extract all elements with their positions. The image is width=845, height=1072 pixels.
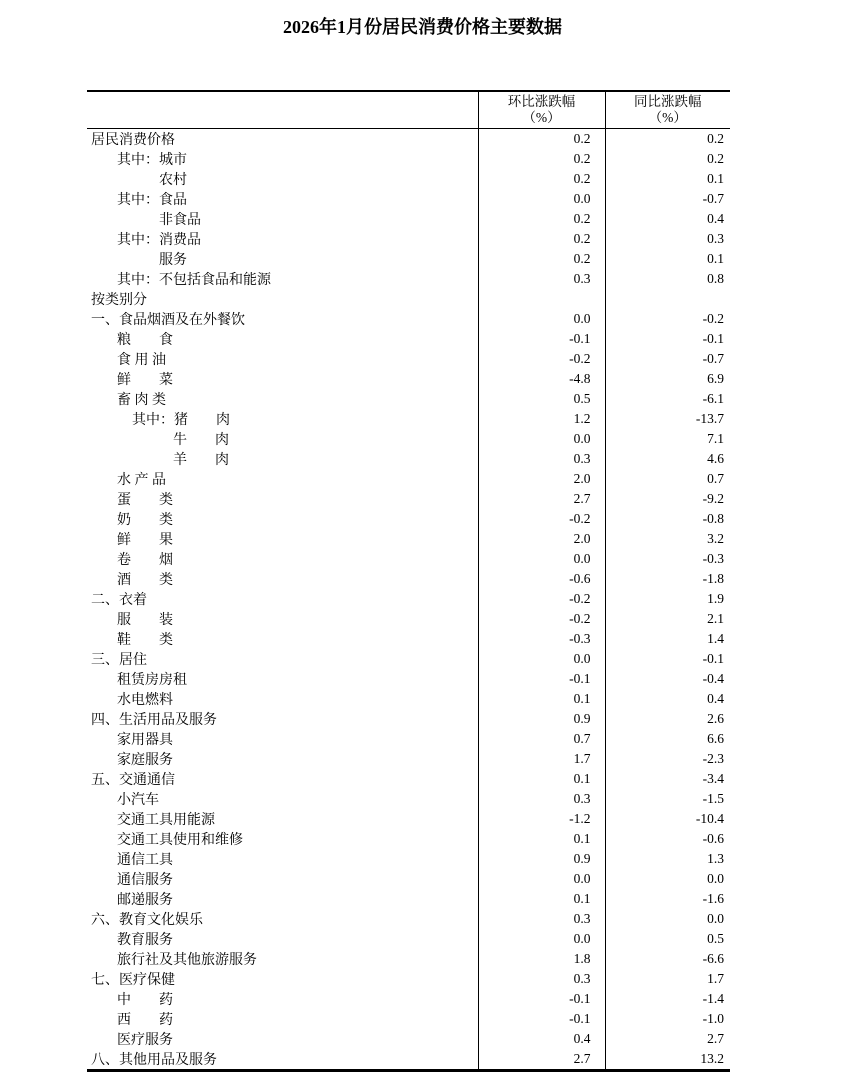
row-yoy-value: 0.1 — [605, 169, 730, 189]
row-yoy-value: 1.9 — [605, 589, 730, 609]
row-mom-value: -1.2 — [478, 809, 605, 829]
row-mom-value: 0.2 — [478, 169, 605, 189]
row-mom-value: -0.3 — [478, 629, 605, 649]
table-row — [87, 169, 730, 189]
row-label: 通信服务 — [117, 872, 173, 888]
row-yoy-value: 3.2 — [605, 529, 730, 549]
row-mom-value: 0.0 — [478, 549, 605, 569]
row-label: 非食品 — [159, 212, 201, 228]
row-yoy-value: 2.7 — [605, 1029, 730, 1049]
row-mom-value: -4.8 — [478, 369, 605, 389]
row-yoy-value: 0.0 — [605, 909, 730, 929]
row-mom-value: 1.2 — [478, 409, 605, 429]
table-row — [87, 889, 730, 909]
row-yoy-value: -0.7 — [605, 349, 730, 369]
row-label: 按类别分 — [91, 292, 147, 308]
row-mom-value: 2.7 — [478, 1049, 605, 1071]
table-row — [87, 629, 730, 649]
row-mom-value: 0.7 — [478, 729, 605, 749]
row-label: 鞋 类 — [117, 632, 173, 648]
row-mom-value: 2.0 — [478, 529, 605, 549]
table-row — [87, 329, 730, 349]
header-item-column — [87, 91, 478, 128]
row-mom-value: 0.1 — [478, 769, 605, 789]
row-mom-value: 0.0 — [478, 429, 605, 449]
row-label: 中 药 — [117, 992, 173, 1008]
row-label: 畜 肉 类 — [117, 392, 166, 408]
row-mom-value: -0.2 — [478, 589, 605, 609]
row-label: 交通工具使用和维修 — [117, 832, 243, 848]
row-mom-value: 0.0 — [478, 649, 605, 669]
row-yoy-value: 0.1 — [605, 249, 730, 269]
table-row — [87, 589, 730, 609]
table-row — [87, 469, 730, 489]
row-mom-value: 0.3 — [478, 969, 605, 989]
row-mom-value: 0.1 — [478, 889, 605, 909]
table-row — [87, 689, 730, 709]
row-yoy-value: 1.7 — [605, 969, 730, 989]
row-yoy-value: -1.5 — [605, 789, 730, 809]
row-yoy-value: -1.4 — [605, 989, 730, 1009]
table-row — [87, 789, 730, 809]
header-yoy-label: 同比涨跌幅 — [634, 94, 702, 110]
row-label: 其中：城市 — [117, 152, 187, 168]
table-row — [87, 289, 730, 309]
row-mom-value: -0.1 — [478, 669, 605, 689]
table-row — [87, 969, 730, 989]
table-row — [87, 529, 730, 549]
row-mom-value: 0.2 — [478, 249, 605, 269]
row-yoy-value — [605, 289, 730, 309]
row-yoy-value: -0.4 — [605, 669, 730, 689]
table-row — [87, 489, 730, 509]
row-label: 服 装 — [117, 612, 173, 628]
row-yoy-value: -9.2 — [605, 489, 730, 509]
table-row — [87, 309, 730, 329]
row-label: 羊 肉 — [173, 452, 229, 468]
row-label: 服务 — [159, 252, 187, 268]
row-label: 七、医疗保健 — [91, 972, 175, 988]
row-label: 其中：不包括食品和能源 — [117, 272, 271, 288]
header-yoy-column — [605, 91, 730, 128]
row-yoy-value: 0.2 — [605, 149, 730, 169]
row-mom-value: -0.1 — [478, 1009, 605, 1029]
row-yoy-value: 1.4 — [605, 629, 730, 649]
row-mom-value: 0.0 — [478, 869, 605, 889]
row-yoy-value: -1.0 — [605, 1009, 730, 1029]
row-yoy-value: 7.1 — [605, 429, 730, 449]
row-mom-value: 2.7 — [478, 489, 605, 509]
row-label: 鲜 菜 — [117, 372, 173, 388]
table-row — [87, 389, 730, 409]
row-yoy-value: 2.1 — [605, 609, 730, 629]
row-mom-value: 0.0 — [478, 189, 605, 209]
row-mom-value: 0.0 — [478, 309, 605, 329]
row-yoy-value: -6.1 — [605, 389, 730, 409]
row-mom-value: 1.8 — [478, 949, 605, 969]
row-yoy-value: -0.3 — [605, 549, 730, 569]
row-yoy-value: 13.2 — [605, 1049, 730, 1071]
table-row — [87, 509, 730, 529]
row-label: 小汽车 — [117, 792, 159, 808]
table-row — [87, 209, 730, 229]
table-row — [87, 829, 730, 849]
row-label: 六、教育文化娱乐 — [91, 912, 203, 928]
row-label: 西 药 — [117, 1012, 173, 1028]
row-label: 教育服务 — [117, 932, 173, 948]
row-mom-value: 0.3 — [478, 449, 605, 469]
row-mom-value: 0.3 — [478, 909, 605, 929]
row-mom-value: 1.7 — [478, 749, 605, 769]
row-yoy-value: 6.9 — [605, 369, 730, 389]
table-row — [87, 669, 730, 689]
page-title: 2026年1月份居民消费价格主要数据 — [283, 17, 562, 37]
row-mom-value: 0.1 — [478, 829, 605, 849]
header-mom-column — [478, 91, 605, 128]
row-mom-value: 0.0 — [478, 929, 605, 949]
row-label: 水 产 品 — [117, 472, 166, 488]
table-row — [87, 349, 730, 369]
row-label: 鲜 果 — [117, 532, 173, 548]
table-row — [87, 189, 730, 209]
cpi-report-page — [0, 15, 845, 1068]
header-row — [87, 91, 730, 128]
table-row — [87, 809, 730, 829]
header-mom-label: 环比涨跌幅 — [507, 94, 576, 110]
row-mom-value: 0.4 — [478, 1029, 605, 1049]
table-row — [87, 1029, 730, 1049]
row-mom-value: 0.5 — [478, 389, 605, 409]
row-yoy-value: 6.6 — [605, 729, 730, 749]
table-row — [87, 249, 730, 269]
row-label: 牛 肉 — [173, 432, 229, 448]
row-mom-value: -0.6 — [478, 569, 605, 589]
row-label: 三、居住 — [91, 652, 147, 668]
row-label: 四、生活用品及服务 — [91, 712, 217, 728]
table-row — [87, 569, 730, 589]
row-label: 通信工具 — [117, 852, 173, 868]
row-yoy-value: -13.7 — [605, 409, 730, 429]
table-row — [87, 1009, 730, 1029]
table-body — [87, 128, 730, 1070]
row-label: 旅行社及其他旅游服务 — [117, 952, 257, 968]
table-row — [87, 849, 730, 869]
row-mom-value: 0.2 — [478, 149, 605, 169]
row-label: 医疗服务 — [117, 1032, 173, 1048]
row-mom-value: 2.0 — [478, 469, 605, 489]
row-yoy-value: -0.7 — [605, 189, 730, 209]
row-mom-value: 0.2 — [478, 209, 605, 229]
row-label: 一、食品烟酒及在外餐饮 — [91, 312, 245, 328]
row-yoy-value: -1.6 — [605, 889, 730, 909]
table-row — [87, 749, 730, 769]
table-header — [87, 91, 730, 128]
table-row — [87, 649, 730, 669]
row-yoy-value: -3.4 — [605, 769, 730, 789]
row-label: 食 用 油 — [117, 352, 166, 368]
row-label: 居民消费价格 — [91, 132, 175, 148]
row-mom-value: 0.3 — [478, 789, 605, 809]
row-label: 酒 类 — [117, 572, 173, 588]
table-row — [87, 149, 730, 169]
row-yoy-value: 1.3 — [605, 849, 730, 869]
row-yoy-value: -0.2 — [605, 309, 730, 329]
row-yoy-value: 0.0 — [605, 869, 730, 889]
row-mom-value — [478, 289, 605, 309]
row-yoy-value: 0.7 — [605, 469, 730, 489]
row-label: 二、衣着 — [91, 592, 147, 608]
table-row — [87, 369, 730, 389]
row-label: 其中：消费品 — [117, 232, 201, 248]
row-yoy-value: 0.8 — [605, 269, 730, 289]
row-mom-value: -0.2 — [478, 509, 605, 529]
row-mom-value: 0.9 — [478, 849, 605, 869]
row-label: 邮递服务 — [117, 892, 173, 908]
row-label: 奶 类 — [117, 512, 173, 528]
table-row — [87, 869, 730, 889]
row-yoy-value: -2.3 — [605, 749, 730, 769]
row-yoy-value: -0.8 — [605, 509, 730, 529]
table-row — [87, 909, 730, 929]
table-row — [87, 709, 730, 729]
row-label: 卷 烟 — [117, 552, 173, 568]
row-yoy-value: 0.3 — [605, 229, 730, 249]
table-row — [87, 429, 730, 449]
header-yoy-unit: （%） — [648, 110, 687, 126]
row-label: 五、交通通信 — [91, 772, 175, 788]
table-row — [87, 1049, 730, 1071]
row-yoy-value: 0.4 — [605, 209, 730, 229]
row-label: 其中：猪 肉 — [132, 412, 230, 428]
row-mom-value: 0.2 — [478, 229, 605, 249]
row-yoy-value: 2.6 — [605, 709, 730, 729]
table-row — [87, 269, 730, 289]
table-row — [87, 929, 730, 949]
row-label: 交通工具用能源 — [117, 812, 215, 828]
table-row — [87, 949, 730, 969]
row-yoy-value: -1.8 — [605, 569, 730, 589]
table-row — [87, 769, 730, 789]
header-mom-unit: （%） — [522, 110, 561, 126]
row-yoy-value: -0.6 — [605, 829, 730, 849]
row-yoy-value: -0.1 — [605, 649, 730, 669]
row-label: 八、其他用品及服务 — [91, 1052, 217, 1068]
row-yoy-value: -0.1 — [605, 329, 730, 349]
row-label: 蛋 类 — [117, 492, 173, 508]
row-yoy-value: 0.2 — [605, 128, 730, 149]
row-mom-value: -0.1 — [478, 989, 605, 1009]
row-label: 粮 食 — [117, 332, 173, 348]
row-label: 租赁房房租 — [117, 672, 187, 688]
row-label: 农村 — [159, 172, 187, 188]
row-yoy-value: -10.4 — [605, 809, 730, 829]
row-mom-value: 0.2 — [478, 128, 605, 149]
row-yoy-value: 0.4 — [605, 689, 730, 709]
row-label: 家用器具 — [117, 732, 173, 748]
table-row — [87, 229, 730, 249]
table-row — [87, 549, 730, 569]
table-row — [87, 449, 730, 469]
row-mom-value: -0.2 — [478, 609, 605, 629]
row-yoy-value: -6.6 — [605, 949, 730, 969]
cpi-data-table — [87, 90, 730, 1072]
row-mom-value: -0.2 — [478, 349, 605, 369]
row-mom-value: 0.1 — [478, 689, 605, 709]
row-mom-value: 0.3 — [478, 269, 605, 289]
table-row — [87, 128, 730, 149]
table-row — [87, 609, 730, 629]
row-yoy-value: 0.5 — [605, 929, 730, 949]
table-row — [87, 729, 730, 749]
row-mom-value: -0.1 — [478, 329, 605, 349]
table-row — [87, 989, 730, 1009]
row-label: 其中：食品 — [117, 192, 187, 208]
row-yoy-value: 4.6 — [605, 449, 730, 469]
row-label: 家庭服务 — [117, 752, 173, 768]
row-mom-value: 0.9 — [478, 709, 605, 729]
table-row — [87, 409, 730, 429]
row-label: 水电燃料 — [117, 692, 173, 708]
